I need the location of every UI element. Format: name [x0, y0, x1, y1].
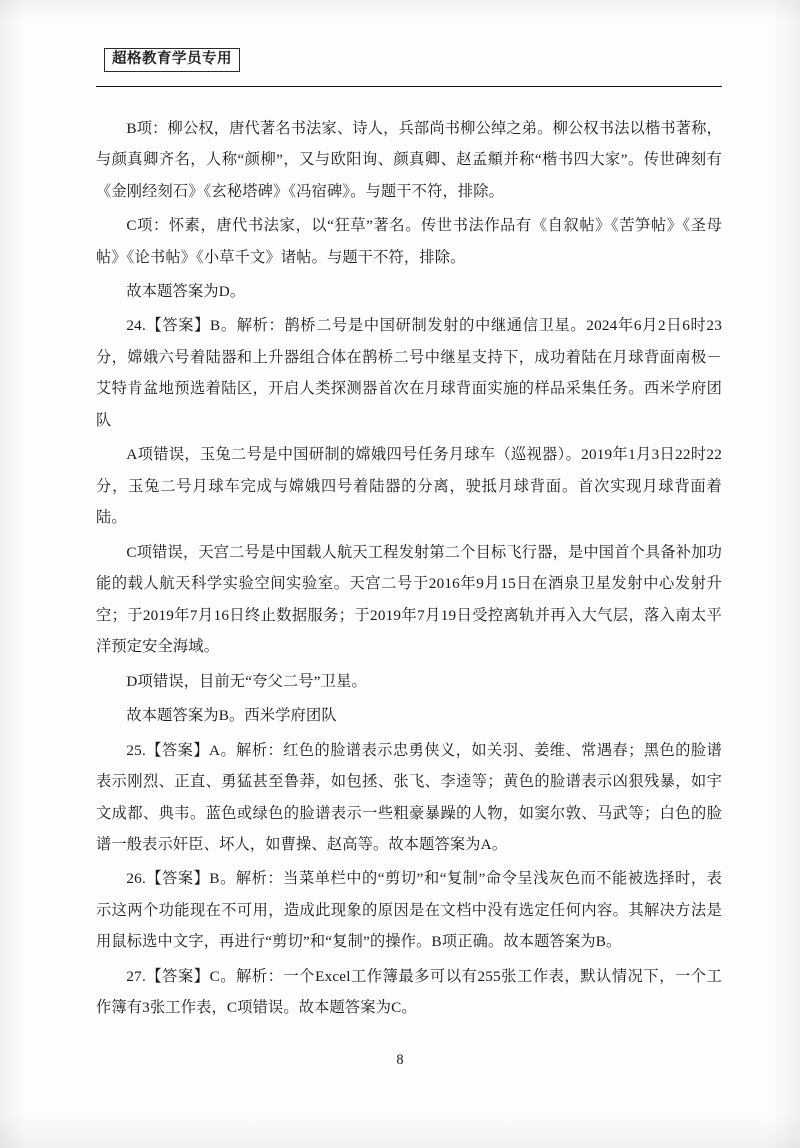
- paragraph: 24.【答案】B。解析：鹊桥二号是中国研制发射的中继通信卫星。2024年6月2日6时23分，嫦娥六号着陆器和上升器组合体在鹊桥二号中继星支持下，成功着陆在月球背面南极－艾特肯盆地预选着陆区，开启人类探测器首次在月球背面实施的样品采集任务。西米学府团队: [96, 317, 722, 429]
- paragraph: B项：柳公权，唐代著名书法家、诗人，兵部尚书柳公绰之弟。柳公权书法以楷书著称，与颜真卿齐名，人称“颜柳”，又与欧阳询、颜真卿、赵孟頫并称“楷书四大家”。传世碑刻有《金刚经刻石》《玄秘塔碑》《冯宿碑》。与题干不符，排除。: [96, 119, 722, 200]
- paragraph: 故本题答案为B。西米学府团队: [126, 707, 337, 725]
- page-number: 8: [396, 1052, 404, 1068]
- paragraph: C项：怀素，唐代书法家，以“狂草”著名。传世书法作品有《自叙帖》《苦笋帖》《圣母帖》《论书帖》《小草千文》诸帖。与题干不符，排除。: [96, 217, 722, 266]
- paragraph: 25.【答案】A。解析：红色的脸谱表示忠勇侠义，如关羽、姜维、常遇春；黑色的脸谱表示刚烈、正直、勇猛甚至鲁莽，如包拯、张飞、李逵等；黄色的脸谱表示凶狠残暴，如宇文成都、典韦。蓝色或绿色的脸谱表示一些粗豪暴躁的人物，如窦尔敦、马武等；白色的脸谱一般表示奸臣、坏人，如曹操、赵高等。故本题答案为A。: [96, 741, 722, 853]
- paragraph: C项错误，天宫二号是中国载人航天工程发射第二个目标飞行器，是中国首个具备补加功能的载人航天科学实验空间实验室。天宫二号于2016年9月15日在酒泉卫星发射中心发射升空；于2019年7月16日终止数据服务；于2019年7月19日受控离轨并再入大气层，落入南太平洋预定安全海域。: [96, 543, 722, 656]
- answer-explanations: [96, 113, 722, 1024]
- scan-shade-right: [770, 0, 800, 1148]
- header-divider: [96, 86, 722, 87]
- paragraph: 26.【答案】B。解析：当菜单栏中的“剪切”和“复制”命令呈浅灰色而不能被选择时，表示这两个功能现在不可用，造成此现象的原因是在文档中没有选定任何内容。其解决方法是用鼠标选中文字，再进行“剪切”和“复制”的操作。B项正确。故本题答案为B。: [96, 870, 722, 951]
- paragraph: 故本题答案为D。: [126, 283, 246, 301]
- scan-shade-left: [0, 0, 26, 1148]
- paragraph: D项错误，目前无“夸父二号”卫星。: [126, 672, 367, 690]
- scan-shade-top: [0, 0, 800, 20]
- paragraph: 27.【答案】C。解析：一个Excel工作簿最多可以有255张工作表，默认情况下，一个工作簿有3张工作表，C项错误。故本题答案为C。: [96, 967, 722, 1017]
- header: [96, 48, 722, 87]
- paragraph: A项错误，玉兔二号是中国研制的嫦娥四号任务月球车（巡视器）。2019年1月3日22时22分，玉兔二号月球车完成与嫦娥四号着陆器的分离，驶抵月球背面。首次实现月球背面着陆。: [96, 446, 722, 527]
- scan-shade-bottom: [0, 1114, 800, 1148]
- page-content: [96, 48, 722, 1027]
- watermark-stamp: 超格教育学员专用: [104, 48, 240, 72]
